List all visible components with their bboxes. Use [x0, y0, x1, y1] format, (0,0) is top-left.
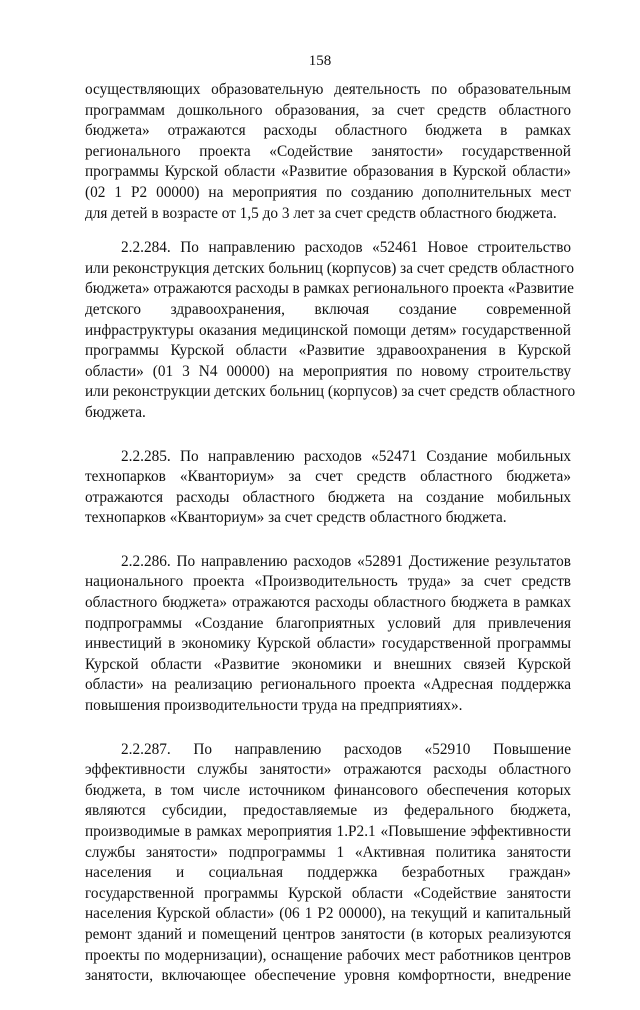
- text-line: 2.2.285. По направлению расходов «52471 Создание мобильных: [121, 447, 571, 465]
- text-line: программы Курской области «Развитие образования в Курской области»: [85, 163, 571, 181]
- text-line: для детей в возрасте от 1,5 до 3 лет за счет средств областного бюджета.: [85, 204, 557, 222]
- text-line: 2.2.284. По направлению расходов «52461 Новое строительство: [121, 239, 571, 257]
- text-line: ремонт зданий и помещений центров занятости (в которых реализуются: [85, 925, 571, 943]
- document-body: [85, 80, 576, 1010]
- paragraph-continuation: [85, 80, 571, 224]
- text-line: 2.2.287. По направлению расходов «52910 Повышение: [121, 740, 571, 758]
- text-line: технопарков «Кванториум» за счет средств областного бюджета»: [85, 468, 571, 486]
- text-line: или реконструкция детских больниц (корпусов) за счет средств областного: [85, 259, 574, 277]
- text-line: регионального проекта «Содействие занятости» государственной: [85, 142, 571, 160]
- text-line: производимые в рамках мероприятия 1.P2.1 «Повышение эффективности: [85, 823, 571, 840]
- text-line: области» на реализацию регионального проекта «Адресная поддержка: [85, 676, 571, 694]
- text-line: эффективности службы занятости» отражаются расходы областного: [85, 761, 571, 779]
- text-line: программы Курской области «Развитие здравоохранения в Курской: [85, 342, 571, 360]
- text-line: подпрограммы «Создание благоприятных условий для привлечения: [85, 614, 571, 632]
- text-line: (02 1 P2 00000) на мероприятия по созданию дополнительных мест: [85, 183, 571, 201]
- text-line: государственной программы Курской области «Содействие занятости: [85, 884, 571, 902]
- text-line: отражаются расходы областного бюджета на создание мобильных: [85, 488, 571, 506]
- text-line: бюджета.: [85, 403, 146, 421]
- text-line: занятости, включающее обеспечение уровня комфортности, внедрение: [85, 967, 571, 985]
- paragraph-2-2-284: [85, 238, 576, 423]
- text-line: инфраструктуры оказания медицинской помощи детям» государственной: [85, 321, 571, 339]
- paragraph-2-2-286: [85, 552, 571, 717]
- text-line: являются субсидии, предоставляемые из федерального бюджета,: [85, 802, 571, 820]
- text-line: населения и социальная поддержка безработных граждан»: [85, 864, 571, 882]
- text-line: бюджета, в том числе источником финансового обеспечения которых: [85, 781, 571, 799]
- text-line: детского здравоохранения, включая создание современной: [85, 300, 571, 318]
- text-line: повышения производительности труда на предприятиях».: [85, 697, 463, 715]
- text-line: бюджета» отражаются расходы в рамках регионального проекта «Развитие: [85, 280, 574, 298]
- paragraph-2-2-287: [85, 740, 571, 987]
- paragraph-2-2-285: [85, 447, 571, 529]
- text-line: национального проекта «Производительность труда» за счет средств: [85, 573, 571, 591]
- text-line: бюджета» отражаются расходы областного бюджета в рамках: [85, 122, 571, 140]
- text-line: 2.2.286. По направлению расходов «52891 Достижение результатов: [121, 552, 571, 570]
- text-line: проекты по модернизации), оснащение рабочих мест работников центров: [85, 946, 571, 964]
- text-line: технопарков «Кванториум» за счет средств областного бюджета.: [85, 509, 507, 527]
- text-line: программам дошкольного образования, за счет средств областного: [85, 101, 571, 119]
- text-line: области» (01 3 N4 00000) на мероприятия по новому строительству: [85, 362, 571, 380]
- text-line: или реконструкции детских больниц (корпусов) за счет средств областного: [85, 383, 576, 401]
- text-line: инвестиций в экономику Курской области» государственной программы: [85, 635, 571, 653]
- text-line: службы занятости» подпрограммы 1 «Активная политика занятости: [85, 843, 571, 861]
- text-line: населения Курской области» (06 1 P2 00000), на текущий и капитальный: [85, 905, 571, 923]
- text-line: областного бюджета» отражаются расходы областного бюджета в рамках: [85, 594, 571, 612]
- text-line: Курской области «Развитие экономики и внешних связей Курской: [85, 655, 571, 673]
- page-number: 158: [308, 53, 332, 69]
- text-line: осуществляющих образовательную деятельность по образовательным: [85, 81, 571, 98]
